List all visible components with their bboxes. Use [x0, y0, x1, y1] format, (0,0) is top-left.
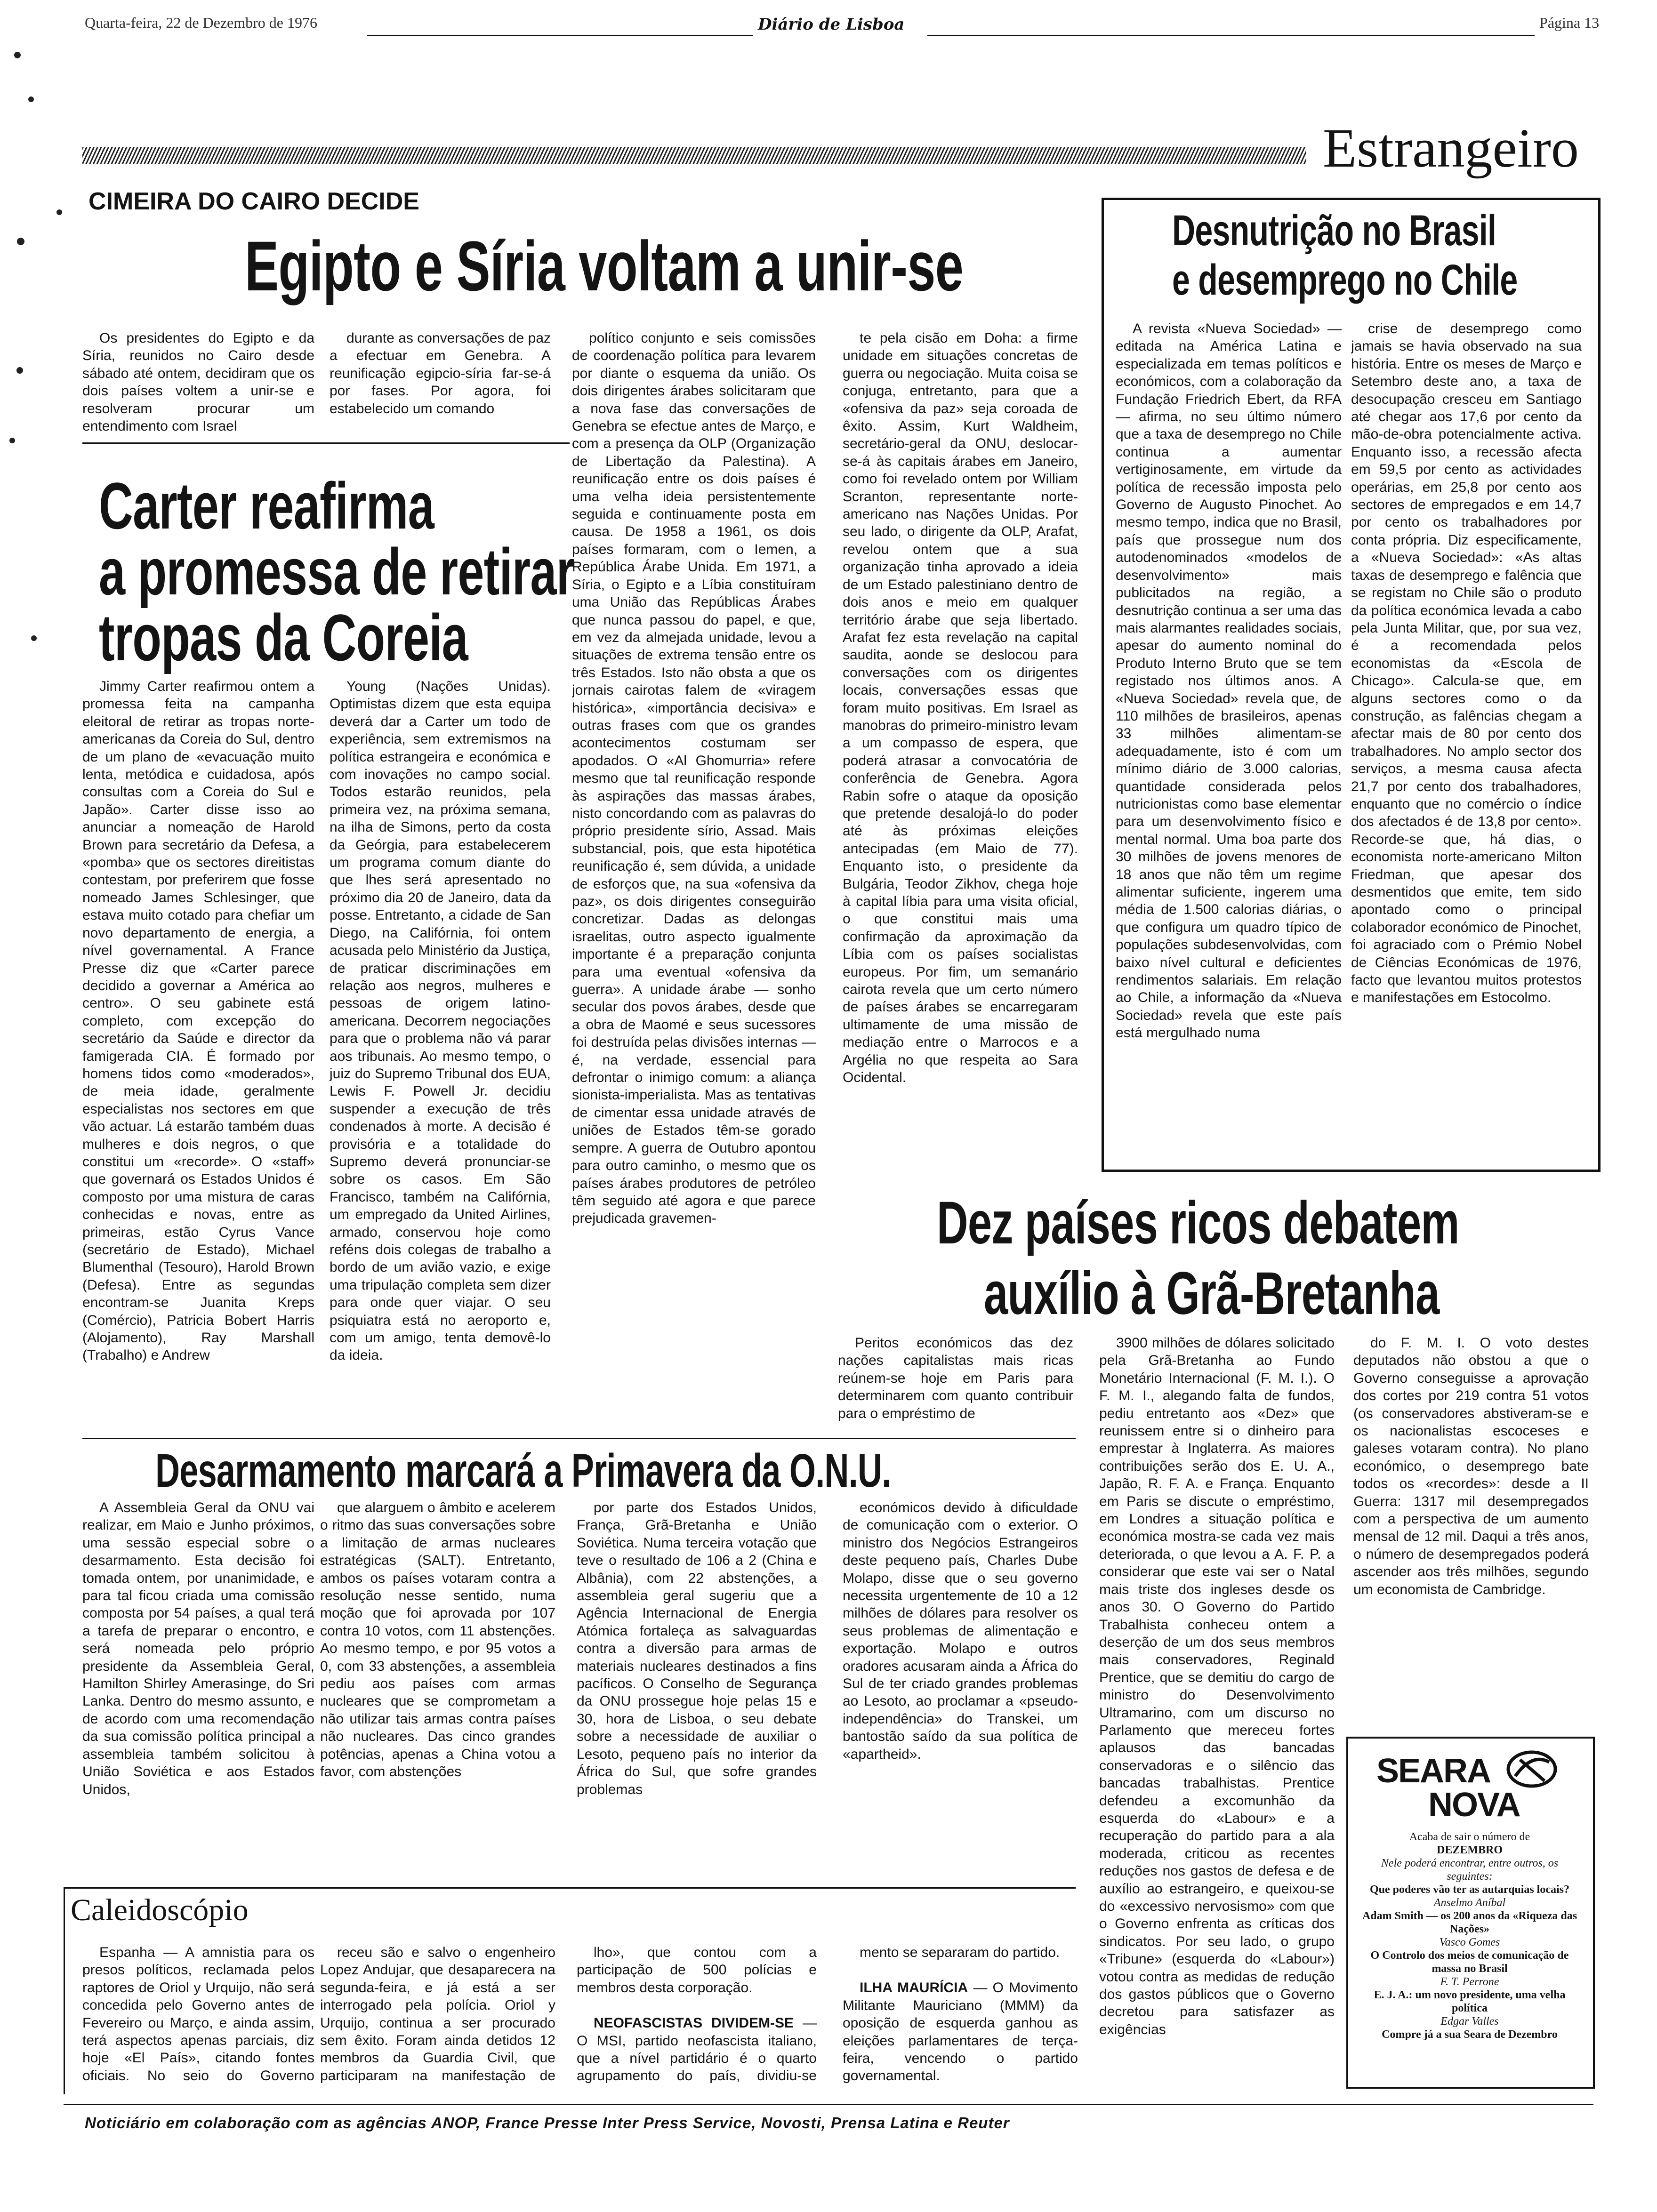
ad-line: Anselmo Aníbal — [1433, 1897, 1506, 1909]
header-rule-left — [367, 35, 753, 36]
caleido-col-1: Espanha — A amnistia para os presos políticos, reclamada pelos raptores de Oriol y Urquijo, não será concedida pelo Governo antes de Fevereiro ou Março, e ainda assim, terá aspectos apenas parciais, diz hoje «El País», citando fontes oficiais. No seio do Governo — [82, 1945, 314, 2084]
cairo-col-1: Os presidentes do Egipto e da Síria, reunidos no Cairo desde sábado até ontem, decidiram que os dois países voltem a unir-se e resolveram procurar um entendimento com Israel — [82, 330, 314, 434]
ad-brand-line-2: NOVA — [1428, 1786, 1520, 1824]
dez-headline-line-2: auxílio à Grã-Bretanha — [984, 1260, 1440, 1327]
ad-line: E. J. A.: um novo presidente, uma velha política — [1374, 1989, 1566, 2014]
ad-brand-line-1: SEARA — [1376, 1752, 1491, 1790]
brasil-col-2: crise de desemprego como jamais se havia observado na sua história. Entre os meses de Março e Setembro deste ano, a taxa de desocupação cresceu em Santiago até chegar aos 17,6 por cento da mão-de-obra potencialmente activa. Enquanto isso, a recessão afecta em 59,5 por cento as actividades operárias, em 25,8 por cento aos sectores de empregados e em 14,7 por cento os trabalhadores por conta própria. Diz especificamente, a «Nueva Sociedad»: «As altas taxas de desemprego e falência que se registam no Chile são o produto da política económica levada a cabo pela Junta Militar, que, por sua vez, é a recomendada pelos economistas da «Escola de Chicago». Calcula-se que, em alguns sectores como o da construção, as falências chegam a afectar mais de 80 por cento dos trabalhadores. No amplo sector dos serviços, a mesma causa afecta 21,7 por cento dos trabalhadores, enquanto que no comércio o índice dos afectados é de 13,8 por cento». Recorde-se que, há dias, o economista norte-americano Milton Friedman, que apesar dos desmentidos que emite, tem sido apontado como o principal colaborador económico de Pinochet, foi agraciado com o Prémio Nobel de Ciências Económicas de 1976, facto que levantou muitos protestos e manifestações em Estocolmo. — [1351, 321, 1582, 1006]
seara-nova-ad — [1346, 1737, 1595, 2089]
caleido-col-3: lho», que contou com a participação de 500 polícias e membros desta corporação. NEOFASCISTAS DIVIDEM-SE — O MSI, partido neofascista italiano, que a nível partidário é o quarto agrupamento do país, dividiu-se — [577, 1945, 817, 2084]
carter-headline-line-1: Carter reafirma — [99, 469, 434, 543]
caleido-top-rule — [64, 1887, 1076, 1889]
ad-line: Vasco Gomes — [1439, 1936, 1500, 1948]
ad-line: Compre já a sua Seara de Dezembro — [1382, 2028, 1558, 2041]
footer-rule — [64, 2104, 1593, 2105]
masthead-title: Diário de Lisboa — [758, 15, 905, 34]
caleido-title: Caleidoscópio — [71, 1893, 249, 1927]
cairo-headline: Egipto e Síria voltam a unir-se — [245, 226, 964, 305]
cairo-col-2: durante as conversações de paz a efectuar em Genebra. A reunificação egipcio-síria far-se-á por fases. Por agora, foi estabelecido um comando — [330, 330, 551, 417]
scan-speck — [9, 438, 15, 443]
cairo-col-4: te pela cisão em Doha: a firme unidade em situações concretas de guerra ou negociação. Muita coisa se conjuga, entretanto, para que a «ofensiva da paz» seja coroada de êxito. Assim, Kurt Waldheim, secretário-geral da ONU, deslocar-se-á às capitais árabes em Janeiro, como foi revelado ontem por William Scranton, representante norte-americano nas Nações Unidas. Por seu lado, o dirigente da OLP, Arafat, revelou ontem que a sua organização tinha aprovado a ideia de um Estado palestiniano dentro de dois anos e meio em qualquer território árabe que seja libertado. Arafat fez esta revelação na capital saudita, aonde se deslocou para conversações com os dirigentes locais, conversações essas que foram muito positivas. Em Israel as manobras do primeiro-ministro levam a um compasso de espera, que poderá atrasar a convocatória de conferência de Genebra. Agora Rabin sofre o ataque da oposição que pretende desalojá-lo do poder até às próximas eleições antecipadas (em Maio de 77). Enquanto isto, o presidente da Bulgária, Teodor Zikhov, chega hoje à capital líbia para uma visita oficial, o que constitui mais uma confirmação da aproximação da Líbia com os países socialistas europeus. Por fim, um semanário cairota revela que um certo número de países árabes se encarregaram ultimamente de uma missão de mediação entre o Marrocos e a Argélia no que respeita ao Sara Ocidental. — [843, 330, 1078, 1086]
ad-line: Adam Smith — os 200 anos da «Riqueza das Nações» — [1362, 1910, 1577, 1935]
ad-text-block — [1358, 1830, 1582, 2041]
ad-line: Edgar Valles — [1440, 2015, 1499, 2028]
carter-headline-line-2: a promessa de retirar — [99, 535, 575, 609]
cairo-col-3: político conjunto e seis comissões de coordenação política para levarem por diante o esquema da união. Os dois dirigentes árabes solicitaram que a nova fase das conversações de Genebra se efectue antes de Março, e com a presença da OLP (Organização de Libertação da Palestina). A reunificação entre os dois países é uma velha ideia persistentemente seguida e continuamente posta em causa. De 1958 a 1961, os dois países formaram, com o Iemen, a República Árabe Unida. Em 1971, a Síria, o Egipto e a Líbia constituíram uma União das Repúblicas Árabes que nunca passou do papel, e que, em vez da almejada unidade, levou a situações de extrema tensão entre os três Estados. Isto não obsta a que os jornais cairotas falem de «viragem histórica», «importância decisiva» e outras frases com que os grandes acontecimentos costumam ser apodados. O «Al Ghomurria» refere mesmo que tal reunificação responde às aspirações das massas árabes, nisto concordando com as palavras do próprio presidente sírio, Assad. Mais substancial, pois, que esta hipotética reunificação é, sem dúvida, a unidade de esforços que, na sua «ofensiva da paz», os dois dirigentes conseguirão concretizar. Dadas as delongas israelitas, outro aspecto igualmente importante é a preparação conjunta para uma eventual «ofensiva da guerra». A unidade árabe — sonho secular dos povos árabes, desde que a obra de Maomé e seus sucessores foi destruída pelas divisões internas — é, na verdade, essencial para defrontar o inimigo comum: a aliança sionista-imperialista. Mas as tentativas de cimentar essa unidade através de uniões de Estados têm-se gorado sempre. A guerra de Outubro apontou para outro caminho, o mesmo que os países árabes produtores de petróleo têm seguido até agora e que parece prejudicada gravemen- — [572, 330, 816, 1226]
section-title: Estrangeiro — [1323, 117, 1579, 179]
caleido-col-2: receu são e salvo o engenheiro Lopez Andujar, que desaparecera na segunda-feira, e já está a ser interrogado pela polícia. Oriol y Urquijo, continua a ser procurado sem êxito. Foram ainda detidos 12 membros da Guardia Civil, que participaram na manifestação de — [320, 1945, 555, 2084]
seara-logo-icon — [1506, 1748, 1558, 1790]
onu-col-4: económicos devido à dificuldade de comunicação com o exterior. O ministro dos Negócios Estrangeiros deste pequeno país, Charles Dube Molapo, disse que o seu governo necessita urgentemente de 10 a 12 milhões de dólares para resolver os seus problemas de alimentação e exportação. Molapo e outros oradores acusaram ainda a África do Sul de ter criado grandes problemas ao Lesoto, ao proclamar a «pseudo-independência» do Transkei, um bantostão saído da sua política de «apartheid». — [843, 1500, 1078, 1762]
scan-speck — [14, 52, 21, 58]
ad-line: O Controlo dos meios de comunicação de massa no Brasil — [1370, 1949, 1569, 1975]
ad-line: Nele poderá encontrar, entre outros, os seguintes: — [1381, 1857, 1559, 1883]
brasil-col-1: A revista «Nueva Sociedad» — editada na América Latina e especializada em temas políticos e económicos, com a colaboração da Fundação Friedrich Ebert, da RFA — afirma, no seu último número que a taxa de desemprego no Chile continua a aumentar vertiginosamente, em virtude da política de recessão imposta pelo Governo de Augusto Pinochet. Ao mesmo tempo, indica que no Brasil, país que prossegue num dos autodenominados «modelos de desenvolvimento» mais publicitados na região, a desnutrição continua a ser uma das mais alarmantes realidades sociais, apesar do aumento nominal do Produto Interno Bruto que se tem registado nos últimos anos. A «Nueva Sociedad» revela que, de 110 milhões de brasileiros, apenas 33 milhões alimentam-se adequadamente, isto é com um mínimo diário de 3.000 calorias, quantidade considerada pelos nutricionistas como base elementar para um desenvolvimento físico e mental normal. Uma boa parte dos 30 milhões de jovens menores de 18 anos que não têm um regime alimentar suficiente, ingerem uma média de 1.500 calorias diárias, o que configura um quadro típico de populações subdesenvolvidas, com baixo nível cultural e deficientes rendimentos salariais. Em relação ao Chile, a informação da «Nueva Sociedad» revela que este país está mergulhado numa — [1116, 321, 1342, 1041]
header-rule-right — [927, 35, 1535, 36]
scan-speck — [31, 635, 37, 641]
onu-col-2: que alarguem o âmbito e acelerem o ritmo das suas conversações sobre a limitação de armas nucleares estratégicas (SALT). Entretanto, ambos os países votaram contra a resolução nesse sentido, numa moção que foi aprovada por 107 contra 10 votos, com 11 abstenções. Ao mesmo tempo, e por 95 votos a 0, com 33 abstenções, a assembleia pediu aos países com armas nucleares que se comprometam a não utilizar tais armas contra países não nucleares. Das cinco grandes potências, apenas a China votou a favor, com abstenções — [320, 1500, 555, 1780]
caleido-col-4: mento se separaram do partido. ILHA MAURÍCIA — O Movimento Militante Mauriciano (MMM) da oposição de esquerda ganhou as eleições parlamentares de terça-feira, vencendo o partido governamental. — [843, 1945, 1078, 2084]
brasil-headline-line-1: Desnutrição no Brasil — [1172, 207, 1496, 255]
ad-line: DEZEMBRO — [1436, 1844, 1503, 1856]
brasil-headline-line-2: e desemprego no Chile — [1172, 256, 1518, 304]
onu-col-3: por parte dos Estados Unidos, França, Grã-Bretanha e União Soviética. Numa terceira votação que teve o resultado de 106 a 2 (China e Albânia), com 22 abstenções, a assembleia geral sugeriu que a Agência Internacional de Energia Atómica fortaleça as salvaguardas contra a diversão para armas de materiais nucleares destinados a fins pacíficos. O Conselho de Segurança da ONU prossegue hoje pelas 15 e 30, hora de Lisboa, o seu debate sobre a necessidade de auxiliar o Lesoto, pequeno país no interior da África do Sul, que sofre grandes problemas — [577, 1500, 817, 1797]
dez-headline-line-1: Dez países ricos debatem — [937, 1189, 1459, 1257]
issue-date: Quarta-feira, 22 de Dezembro de 1976 — [85, 14, 317, 31]
carter-headline-line-3: tropas da Coreia — [99, 601, 468, 674]
scan-speck — [17, 238, 24, 245]
dez-col-3: do F. M. I. O voto destes deputados não obstou a que o Governo conseguisse a aprovação dos cortes por 219 contra 51 votos (os conservadores abstiveram-se e os nacionalistas escoceses e galeses votaram contra). No plano económico, o desemprego bate todos os «recordes»: desde a II Guerra: 1317 mil desempregados com a perspectiva de um aumento mensal de 12 mil. Daqui a três anos, o número de desempregados poderá ascender aos três milhões, segundo um economista de Cambridge. — [1353, 1335, 1589, 1597]
ad-line: Acaba de sair o número de — [1409, 1831, 1530, 1843]
ad-line: F. T. Perrone — [1440, 1976, 1499, 1988]
section-hatch-bar — [82, 147, 1306, 164]
footer-credits: Noticiário em colaboração com as agências ANOP, France Presse Inter Press Service, Novosti, Prensa Latina e Reuter — [85, 2114, 1010, 2132]
dez-col-2: 3900 milhões de dólares solicitado pela Grã-Bretanha ao Fundo Monetário Internacional (F. M. I.). O F. M. I., alegando falta de fundos, pediu entretanto aos «Dez» que reunissem entre si o dinheiro para emprestar à Inglaterra. As maiores contribuições serão dos E. U. A., Japão, R. F. A. e França. Enquanto em Paris se discute o empréstimo, em Londres a situação política e económica mostra-se cada vez mais deteriorada, o que levou a A. F. P. a considerar que este vai ser o Natal mais triste dos ingleses desde os anos 30. O Governo do Partido Trabalhista conheceu ontem a deserção de um dos seus membros mais conservadores, Reginald Prentice, que se demitiu do cargo de ministro do Desenvolvimento Ultramarino, com um discurso no Parlamento que mereceu fortes aplausos das bancadas conservadoras e o silêncio das bancadas trabalhistas. Prentice defendeu a excomunhão da esquerda do «Labour» e a recuperação do partido para a ala moderada, criticou as recentes reduções nos gastos de defesa e de auxílio ao estrangeiro, e queixou-se do «excessivo nervosismo» com que o Governo enfrenta as críticas dos sindicatos. Por seu lado, o grupo «Tribune» (esquerda do «Labour») votou contra as medidas de redução dos gastos públicos que o Governo decretou para satisfazer as exigências — [1099, 1335, 1335, 2037]
scan-speck — [28, 96, 34, 102]
ad-line: Que poderes vão ter as autarquias locais? — [1369, 1883, 1570, 1896]
page-number: Página 13 — [1539, 14, 1600, 31]
carter-col-1: Jimmy Carter reafirmou ontem a promessa feita na campanha eleitoral de retirar as tropas norte-americanas da Coreia do Sul, dentro de um plano de «evacuação muito lenta, metódica e cuidadosa, após consultas com a Coreia do Sul e Japão». Carter disse isso ao anunciar a nomeação de Harold Brown para secretário da Defesa, a «pomba» que os sectores direitistas contestam, por preferirem que fosse nomeado James Schlesinger, que estava muito cotado para chefiar um novo departamento de energia, a nível governamental. A France Presse diz que «Carter parece decidido a governar a América ao centro». O seu gabinete está completo, com excepção do secretário da Saúde e director da famigerada CIA. É formado por homens tidos como «moderados», de meia idade, geralmente especialistas nos sectores em que vão actuar. Lá estarão também duas mulheres e dois negros, o que constitui um «recorde». O «staff» que governará os Estados Unidos é composto por uma mistura de caras conhecidas e novas, entre as primeiras, estão Cyrus Vance (secretário de Estado), Michael Blumenthal (Tesouro), Harold Brown (Defesa). Entre as segundas encontram-se Juanita Kreps (Comércio), Patricia Bobert Harris (Alojamento), Ray Marshall (Trabalho) e Andrew — [82, 679, 314, 1363]
caleido-left-rule — [64, 1887, 70, 2094]
onu-headline: Desarmamento marcará a Primavera da O.N.U. — [155, 1444, 891, 1497]
cairo-bottom-rule — [82, 442, 570, 444]
cairo-kicker: CIMEIRA DO CAIRO DECIDE — [88, 188, 419, 215]
carter-col-2: Young (Nações Unidas). Optimistas dizem que esta equipa deverá dar a Carter um todo de experiência, sem extremismos na política estrangeira e económica e com inovações no campo social. Todos estarão reunidos, pela primeira vez, na próxima semana, na ilha de Simons, perto da costa da Geórgia, para estabelecerem um programa comum diante do que lhes será apresentado no próximo dia 20 de Janeiro, data da posse. Entretanto, a cidade de San Diego, na Califórnia, foi ontem acusada pelo Ministério da Justiça, de praticar discriminações em relação aos negros, mulheres e pessoas de origem latino-americana. Decorrem negociações para que o problema não vá parar aos tribunais. Ao mesmo tempo, o juiz do Supremo Tribunal dos EUA, Lewis F. Powell Jr. decidiu suspender a execução de três condenados à morte. A decisão é provisória e a totalidade do Supremo deverá pronunciar-se sobre os casos. Em São Francisco, também na Califórnia, um empregado da United Airlines, armado, conservou hoje como reféns dois colegas de trabalho a bordo de um avião vazio, e exige uma tripulação completa sem dizer para onde quer viajar. O seu psiquiatra está no aeroporto e, com um amigo, tenta demovê-lo da ideia. — [330, 679, 551, 1363]
scan-speck — [16, 367, 23, 374]
dez-col-1: Peritos económicos das dez nações capitalistas mais ricas reúnem-se hoje em Paris para determinarem com quanto contribuir para o empréstimo de — [838, 1335, 1073, 1421]
onu-top-rule — [82, 1438, 1076, 1439]
scan-speck — [56, 209, 62, 215]
onu-col-1: A Assembleia Geral da ONU vai realizar, em Maio e Junho próximos, uma sessão especial sobre o desarmamento. Esta decisão foi tomada ontem, por unanimidade, e para tal ficou criada uma comissão composta por 54 países, a qual terá a tarefa de preparar o encontro, e será nomeada pelo próprio presidente da Assembleia Geral, Hamilton Shirley Amerasinge, do Sri Lanka. Dentro do mesmo assunto, e de acordo com uma recomendação da sua comissão política principal a assembleia também solicitou à União Soviética e aos Estados Unidos, — [82, 1500, 314, 1797]
